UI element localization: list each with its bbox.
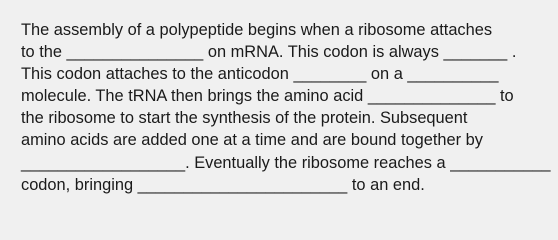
passage-line-4: molecule. The tRNA then brings the amino acid ______________ to	[21, 87, 514, 106]
question-passage	[21, 19, 551, 196]
passage-line-5: the ribosome to start the synthesis of the protein. Subsequent	[21, 109, 468, 128]
passage-line-8: codon, bringing _______________________ to an end.	[21, 175, 425, 194]
passage-line-2: to the _______________ on mRNA. This codon is always _______ .	[21, 43, 517, 62]
passage-line-1: The assembly of a polypeptide begins when a ribosome attaches	[21, 21, 493, 39]
passage-line-3: This codon attaches to the anticodon ________ on a __________	[21, 65, 499, 84]
passage-line-6: amino acids are added one at a time and are bound together by	[21, 131, 483, 150]
passage-line-7: __________________. Eventually the ribosome reaches a ___________	[21, 153, 551, 172]
